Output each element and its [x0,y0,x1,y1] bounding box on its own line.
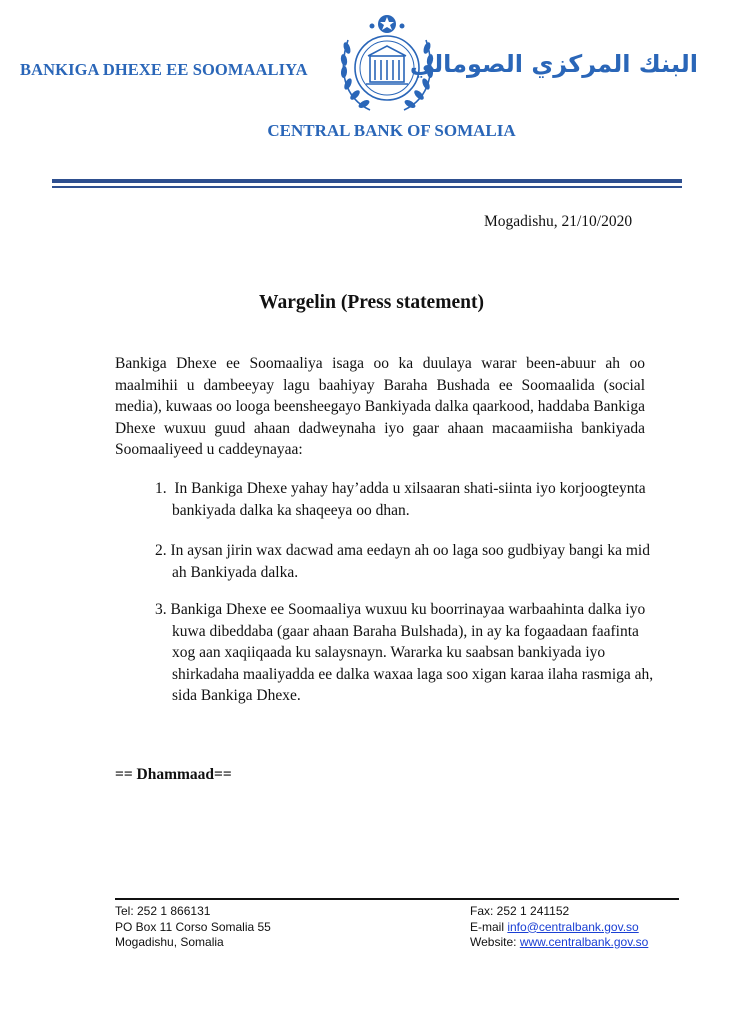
footer-po-box: PO Box 11 Corso Somalia 55 [115,919,271,934]
footer-tel: Tel: 252 1 866131 [115,904,211,918]
footer-email-line [470,920,648,936]
statement-ending: == Dhammaad== [115,766,232,783]
footer-website-line [470,935,648,951]
statement-title: Wargelin (Press statement) [259,292,484,313]
list-item-number: 3. [155,601,167,618]
footer-email-link[interactable]: info@centralbank.gov.so [507,919,639,934]
footer-fax: Fax: 252 1 241152 [470,904,570,918]
footer-email-label: E-mail [470,919,508,934]
footer-city: Mogadishu, Somalia [115,935,224,949]
header-rule [52,179,682,183]
date-line: Mogadishu, 21/10/2020 [484,213,633,230]
statement-intro: Bankiga Dhexe ee Soomaaliya isaga oo ka duulaya warar been-abuur ah oo maalmihii u dambeeyay lagu baahiyay Baraha Bushada ee Soomaalida (social media), kuwaas oo looga beensheegayo Bankiyada dalka qaarkood, haddaba Bankiga Dhexe wuxuu guud ahaan dadweynaha iyo gaar ahaan macaamiisha bankiyada Soomaaliyeed u caddeynayaa: [115,355,645,458]
list-item [155,540,655,583]
footer-website-label: Website: [470,935,520,949]
bank-name-arabic: البنك المركزي الصومالي [409,50,698,78]
list-item [155,599,655,707]
list-item [155,478,655,521]
bank-name-somali: BANKIGA DHEXE EE SOOMAALIYA [20,60,308,79]
list-item-text: Bankiga Dhexe ee Soomaaliya wuxuu ku boorrinayaa warbaahinta dalka iyo kuwa dibeddaba (gaar ahaan Baraha Bulshada), in ay ka fogaadaan faafinta xog aan xaqiiqaada ku salaysnayn. Wararka ku saabsan bankiyada iyo shirkadaha maaliyadda ee dalka waxaa laga soo xigan karaa ilaha rasmiga ah, sida Bankiga Dhexe. [170,601,654,704]
footer-contact-right [470,904,648,951]
list-item-text: In aysan jirin wax dacwad ama eedayn ah oo laga soo gudbiyay bangi ka mid ah Bankiyada dalka. [170,542,650,581]
footer-contact-left [115,904,271,951]
list-item-text: In Bankiga Dhexe yahay hay’adda u xilsaaran shati-siinta iyo korjoogteynta bankiyada dalka ka shaqeeya oo dhan. [172,480,646,519]
list-item-number: 2. [155,542,167,559]
footer-website-link[interactable]: www.centralbank.gov.so [519,935,649,949]
list-item-number: 1. [155,480,167,497]
bank-name-english: CENTRAL BANK OF SOMALIA [267,121,516,140]
footer-rule [115,898,679,900]
header-rule-thin [52,186,682,188]
